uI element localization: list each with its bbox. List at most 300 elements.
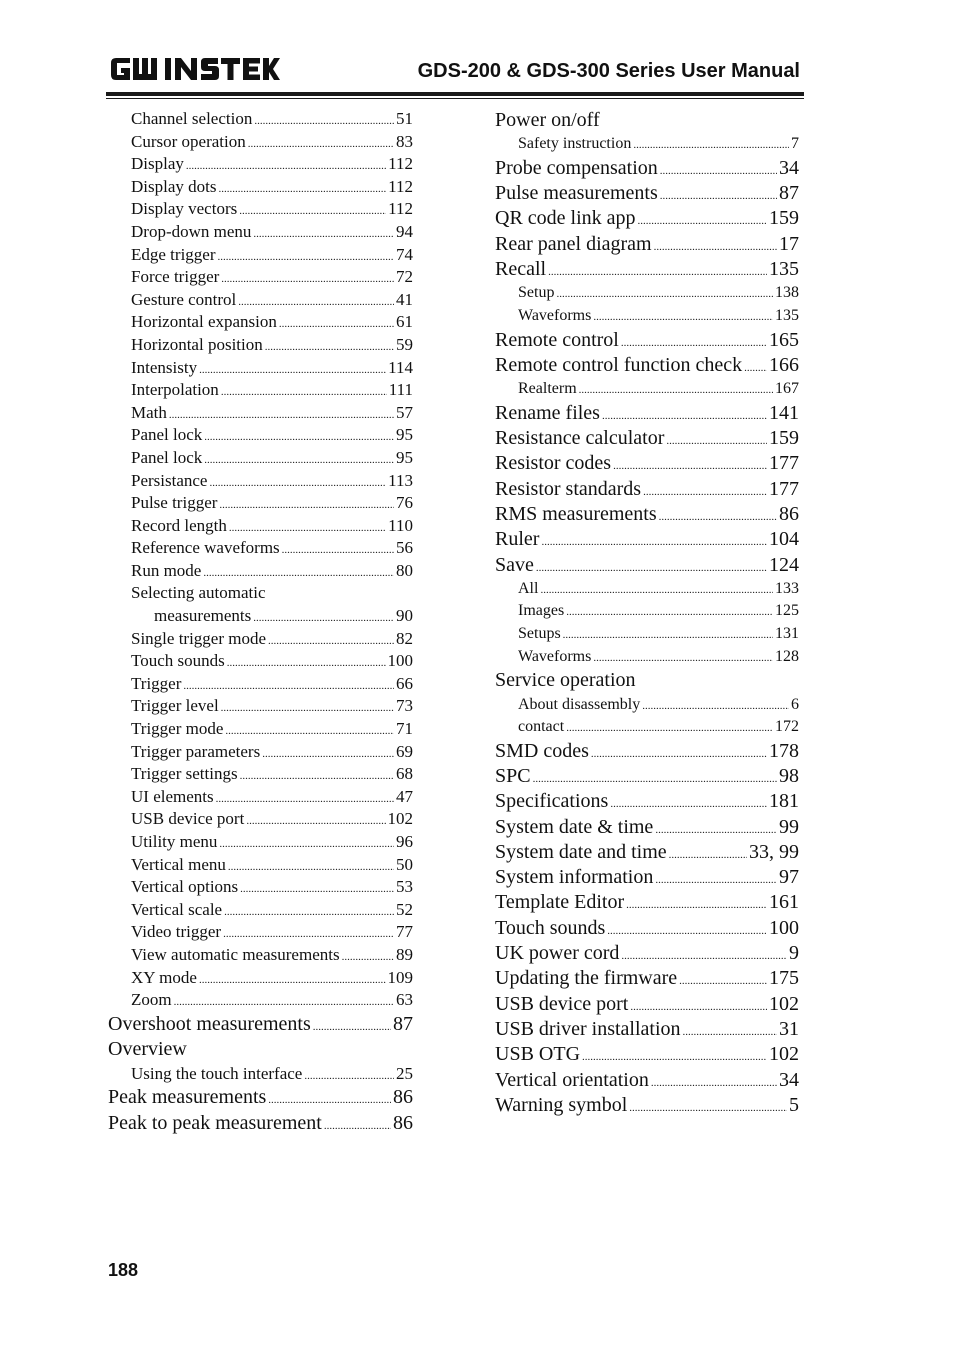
dot-leader — [229, 517, 386, 538]
index-entry-label: Panel lock — [131, 425, 203, 445]
index-entry-page: 98 — [779, 764, 799, 787]
index-entry — [495, 865, 799, 890]
index-entry-page: 102 — [387, 809, 413, 829]
index-entry-label: Interpolation — [131, 380, 219, 400]
index-entry-label: Drop-down menu — [131, 221, 252, 241]
index-entry — [108, 1085, 413, 1110]
index-entry-page: 7 — [791, 135, 799, 153]
dot-leader — [533, 767, 777, 789]
index-entry-page: 50 — [396, 854, 413, 874]
index-entry — [495, 553, 799, 578]
dot-leader — [186, 155, 386, 176]
index-entry — [495, 623, 799, 646]
dot-leader — [254, 110, 394, 131]
index-entry-label: UK power cord — [495, 942, 620, 965]
index-entry-page: 159 — [769, 207, 799, 230]
dot-leader — [204, 426, 394, 447]
dot-leader — [304, 1065, 394, 1086]
index-entry — [495, 992, 799, 1017]
dot-leader — [199, 359, 386, 380]
index-entry-page: 172 — [775, 718, 799, 736]
index-entry — [108, 808, 413, 831]
index-entry-page: 34 — [779, 1068, 799, 1091]
index-entry-page: 99 — [779, 815, 799, 838]
index-entry-label: Realterm — [518, 380, 577, 398]
index-entry-label: Peak measurements — [108, 1086, 267, 1109]
dot-leader — [548, 260, 767, 282]
index-entry-page: 61 — [396, 312, 413, 332]
index-entry-page: 73 — [396, 696, 413, 716]
dot-leader — [679, 969, 767, 991]
index-entry-label: Remote control — [495, 328, 619, 351]
index-entry-label: Pulse measurements — [495, 182, 658, 205]
index-entry — [108, 153, 413, 176]
index-entry-page: 52 — [396, 899, 413, 919]
dot-leader — [218, 178, 386, 199]
dot-leader — [633, 134, 789, 156]
dot-leader — [643, 480, 767, 502]
index-entry-label: USB device port — [131, 809, 245, 829]
index-entry-page: 159 — [769, 427, 799, 450]
index-entry — [108, 628, 413, 651]
index-entry-page: 125 — [775, 602, 799, 620]
index-entry-label: Reference waveforms — [131, 538, 280, 558]
dot-leader — [209, 472, 386, 493]
index-entry-label: QR code link app — [495, 207, 636, 230]
index-entry-page: 53 — [396, 877, 413, 897]
index-entry-label: Resistor standards — [495, 477, 642, 500]
dot-leader — [225, 720, 394, 741]
index-entry-page: 56 — [396, 538, 413, 558]
index-entry-page: 80 — [396, 560, 413, 580]
dot-leader — [660, 184, 777, 206]
index-entry-page: 77 — [396, 922, 413, 942]
index-entry-label: Horizontal position — [131, 334, 263, 354]
index-heading: Power on/off — [495, 109, 600, 131]
index-entry — [495, 426, 799, 451]
index-entry-label: Template Editor — [495, 891, 625, 914]
index-entry-label: USB driver installation — [495, 1017, 681, 1040]
index-entry-label: Remote control function check — [495, 353, 743, 376]
index-entry-page: 177 — [769, 452, 799, 475]
dot-leader — [224, 901, 394, 922]
index-entry — [108, 763, 413, 786]
index-entry-label: Horizontal expansion — [131, 312, 277, 332]
index-entry-page: 165 — [769, 328, 799, 351]
index-entry-label: Waveforms — [518, 647, 592, 665]
dot-leader — [593, 647, 773, 669]
index-entry — [495, 181, 799, 206]
index-entry-page: 138 — [775, 284, 799, 302]
index-entry-page: 72 — [396, 267, 413, 287]
dot-leader — [183, 675, 394, 696]
index-entry — [495, 916, 799, 941]
index-entry-page: 63 — [396, 990, 413, 1010]
index-entry-page: 95 — [396, 447, 413, 467]
dot-leader — [556, 283, 773, 305]
index-entry — [108, 357, 413, 380]
index-entry-page: 100 — [769, 916, 799, 939]
index-entry-label: USB device port — [495, 992, 629, 1015]
index-entry-page: 57 — [396, 402, 413, 422]
index-entry-label: Display vectors — [131, 199, 238, 219]
index-entry-label: Single trigger mode — [131, 628, 267, 648]
dot-leader — [593, 306, 773, 328]
index-entry-label: RMS measurements — [495, 502, 657, 525]
index-entry — [495, 206, 799, 231]
index-entry — [108, 1012, 413, 1037]
index-entry-label: Gesture control — [131, 289, 237, 309]
index-entry — [108, 176, 413, 199]
index-entry-page: 110 — [388, 515, 413, 535]
index-entry-page: 87 — [779, 182, 799, 205]
index-entry-page: 90 — [396, 606, 413, 626]
header-rule-thick — [106, 92, 804, 96]
index-entry — [495, 477, 799, 502]
index-entry — [495, 353, 799, 378]
index-entry-label: Ruler — [495, 528, 540, 551]
dot-leader — [219, 494, 394, 515]
index-entry-page: 33, 99 — [749, 840, 799, 863]
index-entry — [108, 1111, 413, 1136]
index-entry-page: 141 — [769, 401, 799, 424]
index-entry — [495, 840, 799, 865]
index-entry — [108, 695, 413, 718]
dot-leader — [239, 200, 386, 221]
index-entry — [108, 198, 413, 221]
index-entry-label: XY mode — [131, 967, 197, 987]
index-entry — [108, 741, 413, 764]
index-entry-page: 102 — [769, 1043, 799, 1066]
index-entry — [108, 650, 413, 673]
index-entry-label: Record length — [131, 515, 227, 535]
index-entry-page: 89 — [396, 944, 413, 964]
index-entry — [495, 328, 799, 353]
dot-leader — [218, 246, 395, 267]
index-entry-label: Vertical menu — [131, 854, 226, 874]
index-entry — [108, 379, 413, 402]
index-entry — [108, 921, 413, 944]
index-entry-label: Panel lock — [131, 447, 203, 467]
index-entry — [108, 560, 413, 583]
index-entry-label: System date and time — [495, 840, 667, 863]
index-entry — [495, 739, 799, 764]
index-entry-label: System information — [495, 866, 654, 889]
index-entry-page: 95 — [396, 425, 413, 445]
dot-leader — [540, 579, 773, 601]
dot-leader — [666, 429, 767, 451]
index-entry-page: 69 — [396, 741, 413, 761]
index-entry — [108, 899, 413, 922]
dot-leader — [621, 331, 767, 353]
index-entry-label: Math — [131, 402, 167, 422]
index-entry-page: 104 — [769, 528, 799, 551]
index-entry-page: 135 — [769, 258, 799, 281]
index-heading: Overview — [108, 1038, 187, 1061]
index-entry-label: Resistor codes — [495, 452, 612, 475]
index-entry — [108, 605, 413, 628]
index-entry-label: Persistance — [131, 470, 208, 490]
dot-leader — [221, 697, 394, 718]
dot-leader — [630, 995, 767, 1017]
index-entry-page: 112 — [388, 176, 413, 196]
index-entry-label: Trigger parameters — [131, 741, 261, 761]
index-entry-page: 31 — [779, 1017, 799, 1040]
index-entry-page: 131 — [775, 625, 799, 643]
gw-instek-logo — [108, 54, 280, 84]
index-entry — [495, 815, 799, 840]
index-entry-page: 161 — [769, 891, 799, 914]
index-entry-label: Run mode — [131, 560, 202, 580]
dot-leader — [240, 765, 394, 786]
index-entry — [495, 257, 799, 282]
index-entry-label: Force trigger — [131, 267, 220, 287]
index-entry-page: 97 — [779, 866, 799, 889]
index-entry-label: Utility menu — [131, 832, 218, 851]
index-entry-label: Intensisty — [131, 357, 198, 377]
index-column-right — [495, 108, 799, 1118]
index-entry — [108, 1063, 413, 1086]
index-entry — [495, 305, 799, 328]
index-entry — [108, 108, 413, 131]
dot-leader — [324, 1114, 391, 1136]
dot-leader — [174, 991, 394, 1012]
index-entry-page: 25 — [396, 1063, 413, 1083]
index-entry-page: 111 — [388, 380, 413, 400]
dot-leader — [536, 556, 767, 578]
dot-leader — [655, 818, 777, 840]
dot-leader — [607, 919, 767, 941]
index-entry — [108, 221, 413, 244]
index-entry — [495, 1017, 799, 1042]
dot-leader — [262, 743, 394, 764]
index-entry-label: Overshoot measurements — [108, 1012, 311, 1035]
index-entry — [108, 334, 413, 357]
dot-leader — [579, 379, 773, 401]
index-entry — [108, 402, 413, 425]
index-entry — [108, 989, 413, 1012]
index-entry-page: 166 — [769, 353, 799, 376]
dot-leader — [669, 843, 747, 865]
dot-leader — [563, 624, 773, 646]
index-entry — [495, 600, 799, 623]
dot-leader — [253, 223, 394, 244]
index-entry-label: Touch sounds — [495, 916, 606, 939]
page-number: 188 — [108, 1260, 139, 1280]
index-entry-page: 41 — [396, 289, 413, 309]
dot-leader — [223, 923, 394, 944]
index-entry-label: Rename files — [495, 401, 600, 424]
index-entry — [495, 966, 799, 991]
index-entry-label: Resistance calculator — [495, 427, 665, 450]
dot-leader — [253, 607, 394, 628]
index-heading: Service operation — [495, 669, 636, 692]
index-entry — [108, 131, 413, 154]
index-entry-page: 83 — [396, 131, 413, 151]
index-entry-label: Peak to peak measurement — [108, 1111, 322, 1134]
index-entry-page: 9 — [789, 942, 799, 965]
index-entry-page: 178 — [769, 739, 799, 762]
dot-leader — [621, 944, 787, 966]
dot-leader — [638, 209, 767, 231]
index-entry-label: About disassembly — [518, 695, 641, 713]
dot-leader — [626, 893, 767, 915]
index-entry-label: All — [518, 579, 539, 597]
index-entry — [495, 1068, 799, 1093]
index-entry — [108, 537, 413, 560]
index-entry-label: Recall — [495, 258, 547, 281]
index-entry-label: measurements — [154, 606, 252, 626]
manual-title: GDS-200 & GDS-300 Series User Manual — [417, 60, 800, 82]
index-entry-label: Setups — [518, 625, 561, 643]
index-entry — [108, 967, 413, 990]
dot-leader — [216, 788, 394, 809]
index-entry-label: System date & time — [495, 815, 654, 838]
dot-leader — [629, 1096, 787, 1118]
dot-leader — [268, 630, 394, 651]
dot-leader — [541, 530, 767, 552]
index-entry-page: 86 — [779, 502, 799, 525]
index-column-left — [108, 108, 413, 1136]
index-entry-page: 112 — [388, 199, 413, 219]
index-entry — [108, 266, 413, 289]
index-entry-label: View automatic measurements — [131, 944, 340, 964]
dot-leader — [654, 235, 777, 257]
index-entry-label: Trigger level — [131, 696, 219, 716]
index-entry-page: 68 — [396, 764, 413, 784]
index-entry-page: 96 — [396, 832, 413, 851]
index-entry-page: 74 — [396, 244, 413, 264]
dot-leader — [268, 1088, 391, 1110]
index-entry-label: UI elements — [131, 786, 214, 806]
index-entry — [495, 694, 799, 717]
index-entry-page: 17 — [779, 232, 799, 255]
index-entry — [495, 378, 799, 401]
index-entry-label: Zoom — [131, 990, 172, 1010]
index-entry-label: Display — [131, 154, 184, 174]
dot-leader — [248, 133, 394, 154]
index-entry-label: SPC — [495, 764, 531, 787]
dot-leader — [246, 810, 385, 831]
index-entry — [495, 646, 799, 669]
index-entry-label: Trigger settings — [131, 764, 238, 784]
index-entry — [495, 451, 799, 476]
dot-leader — [279, 313, 394, 334]
index-entry-label: Vertical options — [131, 877, 239, 897]
dot-leader — [221, 381, 387, 402]
dot-leader — [204, 449, 394, 470]
index-entry-page: 175 — [769, 967, 799, 990]
index-entry-page: 102 — [769, 992, 799, 1015]
index-entry-label: Specifications — [495, 790, 609, 813]
index-entry — [495, 789, 799, 814]
index-entry-page: 47 — [396, 786, 413, 806]
index-entry-page: 109 — [387, 967, 413, 987]
index-entry-page: 181 — [769, 790, 799, 813]
dot-leader — [566, 601, 773, 623]
dot-leader — [651, 1071, 777, 1093]
index-entry-page: 51 — [396, 109, 413, 128]
dot-leader — [683, 1020, 777, 1042]
index-entry-page: 128 — [775, 647, 799, 665]
dot-leader — [342, 946, 394, 967]
index-entry-label: Vertical orientation — [495, 1068, 649, 1091]
index-entry — [108, 876, 413, 899]
index-entry-label: Rear panel diagram — [495, 232, 652, 255]
index-entry — [108, 786, 413, 809]
dot-leader — [228, 856, 394, 877]
index-entry-label: Probe compensation — [495, 156, 658, 179]
index-entry-label: SMD codes — [495, 739, 589, 762]
index-heading: Selecting automatic — [131, 583, 266, 603]
dot-leader — [282, 539, 394, 560]
dot-leader — [591, 742, 767, 764]
index-entry-page: 124 — [769, 553, 799, 576]
index-entry — [495, 133, 799, 156]
dot-leader — [169, 404, 394, 425]
index-entry — [108, 244, 413, 267]
index-entry-page: 34 — [779, 156, 799, 179]
index-entry — [495, 941, 799, 966]
dot-leader — [744, 356, 767, 378]
index-entry — [108, 854, 413, 877]
index-entry — [108, 470, 413, 493]
index-entry — [108, 944, 413, 967]
index-entry — [495, 282, 799, 305]
index-entry-label: Save — [495, 553, 534, 576]
dot-leader — [660, 159, 777, 181]
index-entry — [108, 515, 413, 538]
index-entry — [495, 502, 799, 527]
dot-leader — [659, 505, 777, 527]
dot-leader — [203, 562, 394, 583]
dot-leader — [566, 717, 773, 739]
index-entry-label: Pulse trigger — [131, 493, 218, 513]
index-entry-page: 59 — [396, 334, 413, 354]
index-entry-page: 133 — [775, 579, 799, 597]
index-entry — [108, 289, 413, 312]
index-entry — [495, 764, 799, 789]
index-entry-label: Updating the firmware — [495, 967, 678, 990]
index-entry-label: Video trigger — [131, 922, 222, 942]
index-entry — [495, 890, 799, 915]
index-entry-page: 86 — [393, 1086, 413, 1109]
index-entry-page: 5 — [789, 1093, 799, 1116]
index-entry — [495, 527, 799, 552]
index-entry — [495, 156, 799, 181]
dot-leader — [655, 868, 777, 890]
dot-leader — [240, 878, 394, 899]
index-entry-label: Trigger — [131, 673, 182, 693]
dot-leader — [610, 792, 767, 814]
index-entry-page: 94 — [396, 221, 413, 241]
index-entry-label: Setup — [518, 284, 555, 302]
index-entry-label: Images — [518, 602, 565, 620]
index-entry-label: Display dots — [131, 176, 217, 196]
index-entry — [108, 447, 413, 470]
index-entry-page: 86 — [393, 1111, 413, 1134]
index-entry-page: 135 — [775, 306, 799, 324]
index-entry-page: 100 — [387, 651, 413, 671]
index-entry-label: Waveforms — [518, 306, 592, 324]
dot-leader — [238, 291, 394, 312]
index-entry-page: 76 — [396, 493, 413, 513]
index-entry-label: contact — [518, 718, 565, 736]
index-entry-page: 82 — [396, 628, 413, 648]
index-entry — [108, 311, 413, 334]
index-entry-label: Touch sounds — [131, 651, 225, 671]
dot-leader — [313, 1015, 391, 1037]
